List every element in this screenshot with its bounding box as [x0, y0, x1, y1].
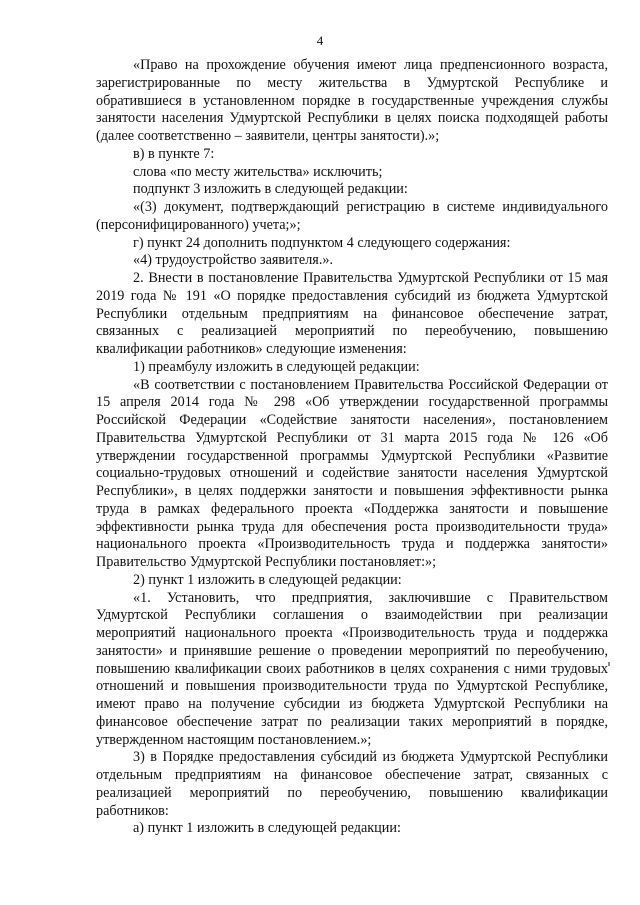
- document-body: [96, 57, 608, 838]
- paragraph-subitem-3-intro: подпункт 3 изложить в следующей редакции:: [133, 181, 408, 198]
- paragraph-item-1-intro: 2) пункт 1 изложить в следующей редакции:: [133, 571, 402, 588]
- paragraph-employment: «4) трудоустройство заявителя.».: [133, 252, 334, 269]
- paragraph-item-24: г) пункт 24 дополнить подпунктом 4 следующего содержания:: [133, 234, 511, 251]
- paragraph-item-1-text: «1. Установить, что предприятия, заключившие с Правительством Удмуртской Республики соглашения о взаимодействии при реализации мероприятий национального проекта «Производительность труда и поддержка занятости» и принявшие решение о проведении мероприятий по переобучению, повышению квалификации своих работников в целях сохранения с ними трудовых отношений и повышения производительности труда по Удмуртской Республике, имеют право на получение субсидии из бюджета Удмуртской Республики на финансовое обеспечение затрат по реализации таких мероприятий в порядке, утвержденном настоящим постановлением.»;: [96, 589, 608, 748]
- paragraph-preamble-intro: 1) преамбулу изложить в следующей редакции:: [133, 358, 420, 375]
- paragraph-item-a: а) пункт 1 изложить в следующей редакции:: [133, 820, 401, 837]
- paragraph-item-7: в) в пункте 7:: [133, 145, 215, 162]
- scan-artifact: [608, 662, 610, 666]
- paragraph-section-2: 2. Внести в постановление Правительства Удмуртской Республики от 15 мая 2019 года № 191 «О порядке предоставления субсидий из бюджета Удмуртской Республики отдельным предприятиям на финансовое обеспечение затрат, связанных с реализацией мероприятий по переобучению, повышению квалификации работников» следующие изменения:: [96, 270, 608, 357]
- paragraph-preamble-text: «В соответствии с постановлением Правительства Российской Федерации от 15 апреля 2014 года № 298 «Об утверждении государственной программы Российской Федерации «Содействие занятости населения», постановлением Правительства Удмуртской Республики от 31 марта 2015 года № 126 «Об утверждении государственной программы Удмуртской Республики «Развитие социально-трудовых отношений и содействие занятости населения Удмуртской Республики», в целях поддержки занятости и повышения эффективности рынка труда в рамках федерального проекта «Поддержка занятости и повышение эффективности рынка труда для обеспечения роста производительности труда» национального проекта «Производительность труда и поддержка занятости» Правительство Удмуртской Республики постановляет:»;: [96, 376, 608, 570]
- paragraph-training-eligibility: «Право на прохождение обучения имеют лица предпенсионного возраста, зарегистрированные по месту жительства в Удмуртской Республике и обратившиеся в установленном порядке в государственные учреждения службы занятости населения Удмуртской Республики в целях поиска подходящей работы (далее соответственно – заявители, центры занятости).»;: [96, 57, 608, 144]
- paragraph-subitem-3-text: «(3) документ, подтверждающий регистрацию в системе индивидуального (персонифицированного) учета;»;: [96, 199, 608, 233]
- paragraph-procedure: 3) в Порядке предоставления субсидий из бюджета Удмуртской Республики отдельным предприятиям на финансовое обеспечение затрат, связанных с реализацией мероприятий по переобучению, повышению квалификации работников:: [96, 749, 608, 819]
- paragraph-remove-words: слова «по месту жительства» исключить;: [133, 163, 383, 180]
- page-number: 4: [316, 33, 324, 48]
